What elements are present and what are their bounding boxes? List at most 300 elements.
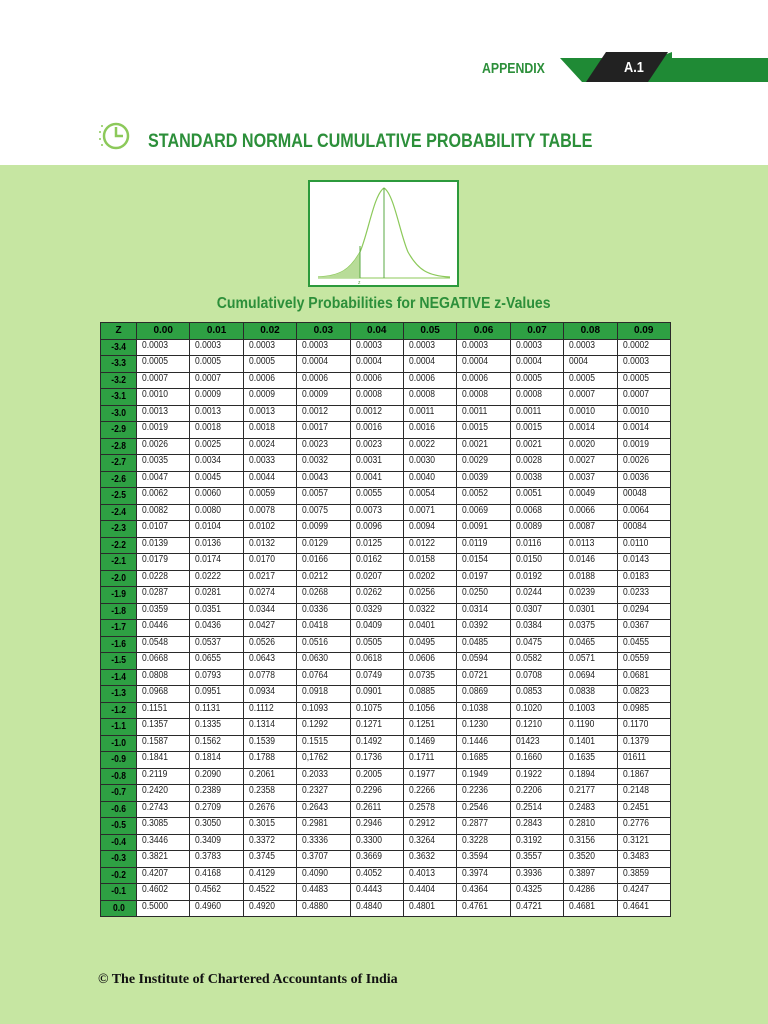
probability-cell: 0.0078 — [243, 504, 296, 521]
z-value-cell: -1.0 — [101, 735, 137, 752]
probability-cell: 0.0630 — [297, 653, 350, 670]
probability-cell: 0.1587 — [137, 735, 190, 752]
probability-cell: 0.1230 — [457, 719, 510, 736]
probability-cell: 0.0132 — [243, 537, 296, 554]
probability-cell: 0.4129 — [243, 867, 296, 884]
probability-cell: 0.0110 — [617, 537, 670, 554]
z-value-cell: -2.1 — [101, 554, 137, 571]
probability-cell: 0.0146 — [564, 554, 617, 571]
probability-cell: 0.0188 — [564, 570, 617, 587]
probability-cell: 0.2743 — [137, 801, 190, 818]
probability-cell: 0.0901 — [350, 686, 403, 703]
probability-cell: 0.0052 — [457, 488, 510, 505]
probability-cell: 0.0068 — [510, 504, 563, 521]
probability-cell: 0.0475 — [510, 636, 563, 653]
appendix-tab-icon — [560, 52, 768, 82]
probability-cell: 0.2266 — [403, 785, 456, 802]
probability-cell: 0.0375 — [564, 620, 617, 637]
probability-cell: 0.1003 — [564, 702, 617, 719]
probability-cell: 0.1292 — [297, 719, 350, 736]
probability-cell: 0.1469 — [403, 735, 456, 752]
probability-cell: 0.0281 — [190, 587, 243, 604]
probability-cell: 0.1379 — [617, 735, 670, 752]
probability-cell: 0.0314 — [457, 603, 510, 620]
probability-cell: 0.4840 — [350, 900, 403, 917]
table-row — [101, 603, 671, 620]
probability-cell: 0.0307 — [510, 603, 563, 620]
probability-cell: 0.1251 — [403, 719, 456, 736]
probability-cell: 0.1736 — [350, 752, 403, 769]
probability-cell: 0.0139 — [137, 537, 190, 554]
probability-cell: 0.0064 — [617, 504, 670, 521]
probability-cell: 0.0059 — [243, 488, 296, 505]
probability-cell: 0.0022 — [403, 438, 456, 455]
probability-cell: 0.0116 — [510, 537, 563, 554]
probability-cell: 0.1922 — [510, 768, 563, 785]
probability-cell: 0.3050 — [190, 818, 243, 835]
probability-cell: 0.0192 — [510, 570, 563, 587]
z-value-cell: 0.0 — [101, 900, 137, 917]
probability-cell: 0.0003 — [243, 339, 296, 356]
probability-cell: 0.4286 — [564, 884, 617, 901]
probability-cell: 0.0038 — [510, 471, 563, 488]
table-row — [101, 719, 671, 736]
z-value-cell: -3.0 — [101, 405, 137, 422]
probability-cell: 0.0256 — [403, 587, 456, 604]
probability-cell: 0.0026 — [137, 438, 190, 455]
probability-cell: 0.0008 — [510, 389, 563, 406]
probability-cell: 0.2061 — [243, 768, 296, 785]
table-row — [101, 669, 671, 686]
probability-cell: 0.4168 — [190, 867, 243, 884]
table-row — [101, 735, 671, 752]
probability-cell: 0.1075 — [350, 702, 403, 719]
probability-cell: 0.0010 — [617, 405, 670, 422]
probability-cell: 0.0004 — [457, 356, 510, 373]
probability-cell: 0.0010 — [564, 405, 617, 422]
table-row — [101, 422, 671, 439]
z-value-cell: -2.8 — [101, 438, 137, 455]
probability-cell: 0.0250 — [457, 587, 510, 604]
probability-cell: 0.0606 — [403, 653, 456, 670]
column-header: 0.04 — [350, 323, 403, 340]
probability-cell: 0.0005 — [190, 356, 243, 373]
probability-cell: 0.0968 — [137, 686, 190, 703]
z-value-cell: -2.4 — [101, 504, 137, 521]
probability-cell: 0.1685 — [457, 752, 510, 769]
probability-cell: 01611 — [617, 752, 670, 769]
probability-cell: 0.4090 — [297, 867, 350, 884]
probability-cell: 0.0003 — [297, 339, 350, 356]
probability-cell: 0.3520 — [564, 851, 617, 868]
table-row — [101, 653, 671, 670]
probability-cell: 0.0013 — [137, 405, 190, 422]
probability-cell: 0.1562 — [190, 735, 243, 752]
probability-cell: 0.1170 — [617, 719, 670, 736]
probability-cell: 0.2776 — [617, 818, 670, 835]
probability-cell: 0.2912 — [403, 818, 456, 835]
probability-cell: 0.0004 — [510, 356, 563, 373]
probability-cell: 0.3372 — [243, 834, 296, 851]
probability-cell: 0.0322 — [403, 603, 456, 620]
probability-cell: 0.1635 — [564, 752, 617, 769]
probability-cell: 0.2033 — [297, 768, 350, 785]
probability-cell: 0.3015 — [243, 818, 296, 835]
probability-cell: 0.3264 — [403, 834, 456, 851]
probability-cell: 0.2676 — [243, 801, 296, 818]
probability-cell: 0.0089 — [510, 521, 563, 538]
probability-cell: 0.2206 — [510, 785, 563, 802]
probability-cell: 0.0668 — [137, 653, 190, 670]
probability-cell: 0.0006 — [350, 372, 403, 389]
probability-cell: 0.2810 — [564, 818, 617, 835]
probability-cell: 0.4247 — [617, 884, 670, 901]
probability-cell: 0.0003 — [137, 339, 190, 356]
probability-cell: 0.0125 — [350, 537, 403, 554]
z-value-cell: -0.7 — [101, 785, 137, 802]
probability-cell: 0.0708 — [510, 669, 563, 686]
probability-cell: 0.1711 — [403, 752, 456, 769]
table-title: Cumulatively Probabilities for NEGATIVE z-Values — [217, 295, 551, 312]
probability-cell: 0.3632 — [403, 851, 456, 868]
probability-cell: 0.0174 — [190, 554, 243, 571]
probability-cell: 0.3156 — [564, 834, 617, 851]
probability-cell: 0.0212 — [297, 570, 350, 587]
probability-cell: 0.0027 — [564, 455, 617, 472]
probability-cell: 0.2296 — [350, 785, 403, 802]
probability-cell: 0.0011 — [457, 405, 510, 422]
probability-cell: 0.0793 — [190, 669, 243, 686]
z-marker: z — [358, 280, 361, 285]
probability-cell: 0.0643 — [243, 653, 296, 670]
table-row — [101, 356, 671, 373]
probability-cell: 0.0044 — [243, 471, 296, 488]
table-row — [101, 851, 671, 868]
probability-cell: 0,1762 — [297, 752, 350, 769]
probability-cell: 0.0384 — [510, 620, 563, 637]
probability-cell: 0.0080 — [190, 504, 243, 521]
probability-cell: 0.4801 — [403, 900, 456, 917]
probability-cell: 0.0113 — [564, 537, 617, 554]
probability-cell: 0.0003 — [350, 339, 403, 356]
probability-cell: 0.0082 — [137, 504, 190, 521]
probability-cell: 0.0735 — [403, 669, 456, 686]
probability-cell: 0.4013 — [403, 867, 456, 884]
probability-cell: 0.2358 — [243, 785, 296, 802]
probability-cell: 0.0526 — [243, 636, 296, 653]
z-value-cell: -3.3 — [101, 356, 137, 373]
table-row — [101, 587, 671, 604]
probability-cell: 0.1492 — [350, 735, 403, 752]
probability-cell: 0.0012 — [297, 405, 350, 422]
probability-cell: 0.0721 — [457, 669, 510, 686]
probability-cell: 0.0039 — [457, 471, 510, 488]
z-value-cell: -1.8 — [101, 603, 137, 620]
probability-cell: 0.0559 — [617, 653, 670, 670]
normal-distribution-curve-icon — [308, 180, 459, 287]
probability-cell: 0.0262 — [350, 587, 403, 604]
probability-cell: 0.0233 — [617, 587, 670, 604]
probability-cell: 0.0016 — [403, 422, 456, 439]
table-row — [101, 636, 671, 653]
z-value-cell: -0.3 — [101, 851, 137, 868]
probability-cell: 0.0003 — [564, 339, 617, 356]
probability-cell: 0.0119 — [457, 537, 510, 554]
probability-cell: 0.0007 — [137, 372, 190, 389]
probability-cell: 0.3409 — [190, 834, 243, 851]
probability-cell: 0.3483 — [617, 851, 670, 868]
probability-cell: 0.0154 — [457, 554, 510, 571]
probability-cell: 0.0012 — [350, 405, 403, 422]
probability-cell: 0.0359 — [137, 603, 190, 620]
probability-cell: 0.0005 — [564, 372, 617, 389]
probability-cell: 0.3446 — [137, 834, 190, 851]
probability-cell: 0.0004 — [297, 356, 350, 373]
probability-cell: 0.0003 — [617, 356, 670, 373]
probability-cell: 0.0020 — [564, 438, 617, 455]
probability-cell: 0.0401 — [403, 620, 456, 637]
column-header: 0.03 — [297, 323, 350, 340]
probability-cell: 0.1660 — [510, 752, 563, 769]
column-header: 0.09 — [617, 323, 670, 340]
probability-cell: 0.1038 — [457, 702, 510, 719]
probability-cell: 0.0505 — [350, 636, 403, 653]
probability-cell: 0.4443 — [350, 884, 403, 901]
z-value-cell: -2.2 — [101, 537, 137, 554]
probability-cell: 0.2981 — [297, 818, 350, 835]
probability-cell: 0.0301 — [564, 603, 617, 620]
probability-cell: 0.0040 — [403, 471, 456, 488]
probability-cell: 0.4641 — [617, 900, 670, 917]
probability-cell: 0.1357 — [137, 719, 190, 736]
probability-cell: 0.0537 — [190, 636, 243, 653]
probability-cell: 0.0030 — [403, 455, 456, 472]
z-value-cell: -0.8 — [101, 768, 137, 785]
z-value-cell: -0.4 — [101, 834, 137, 851]
probability-cell: 0.0006 — [403, 372, 456, 389]
probability-cell: 0.0485 — [457, 636, 510, 653]
z-value-cell: -1.6 — [101, 636, 137, 653]
probability-cell: 0.3897 — [564, 867, 617, 884]
table-row — [101, 768, 671, 785]
clock-icon — [98, 118, 134, 154]
probability-cell: 0.0013 — [190, 405, 243, 422]
probability-cell: 0.0222 — [190, 570, 243, 587]
probability-cell: 0.0011 — [510, 405, 563, 422]
z-value-cell: -1.9 — [101, 587, 137, 604]
probability-cell: 0.0007 — [617, 389, 670, 406]
probability-cell: 0.0009 — [190, 389, 243, 406]
probability-cell: 0.1271 — [350, 719, 403, 736]
probability-cell: 0.0655 — [190, 653, 243, 670]
probability-cell: 0.3300 — [350, 834, 403, 851]
table-row — [101, 438, 671, 455]
column-header: 0.01 — [190, 323, 243, 340]
table-row — [101, 620, 671, 637]
probability-cell: 0.0150 — [510, 554, 563, 571]
probability-cell: 0.0268 — [297, 587, 350, 604]
probability-cell: 0.0838 — [564, 686, 617, 703]
probability-cell: 0.3783 — [190, 851, 243, 868]
probability-cell: 0.1841 — [137, 752, 190, 769]
probability-cell: 0.2877 — [457, 818, 510, 835]
probability-cell: 0.0099 — [297, 521, 350, 538]
z-value-cell: -0.9 — [101, 752, 137, 769]
table-row — [101, 488, 671, 505]
table-row — [101, 785, 671, 802]
probability-cell: 0.0017 — [297, 422, 350, 439]
probability-cell: 0.4207 — [137, 867, 190, 884]
probability-cell: 0.0008 — [457, 389, 510, 406]
probability-cell: 0.0294 — [617, 603, 670, 620]
probability-cell: 0.0336 — [297, 603, 350, 620]
probability-cell: 0.0918 — [297, 686, 350, 703]
z-value-cell: -1.2 — [101, 702, 137, 719]
probability-cell: 0.0037 — [564, 471, 617, 488]
table-row — [101, 471, 671, 488]
probability-cell: 0.0003 — [403, 339, 456, 356]
table-row — [101, 686, 671, 703]
probability-cell: 0.3192 — [510, 834, 563, 851]
probability-cell: 0.0344 — [243, 603, 296, 620]
probability-cell: 0.0069 — [457, 504, 510, 521]
probability-cell: 0.2420 — [137, 785, 190, 802]
z-value-cell: -2.0 — [101, 570, 137, 587]
probability-cell: 0.3821 — [137, 851, 190, 868]
table-row — [101, 504, 671, 521]
probability-cell: 0.1093 — [297, 702, 350, 719]
probability-cell: 0.3336 — [297, 834, 350, 851]
probability-cell: 0.0036 — [617, 471, 670, 488]
probability-cell: 0.0162 — [350, 554, 403, 571]
z-value-cell: -2.3 — [101, 521, 137, 538]
probability-cell: 01423 — [510, 735, 563, 752]
copyright-footer: © The Institute of Chartered Accountants of India — [98, 972, 398, 987]
table-row — [101, 405, 671, 422]
probability-cell: 0.0329 — [350, 603, 403, 620]
probability-cell: 0.1788 — [243, 752, 296, 769]
probability-cell: 0.0011 — [403, 405, 456, 422]
probability-cell: 0.4880 — [297, 900, 350, 917]
probability-cell: 0.0034 — [190, 455, 243, 472]
probability-cell: 0.1401 — [564, 735, 617, 752]
probability-cell: 0.0002 — [617, 339, 670, 356]
probability-cell: 0.4602 — [137, 884, 190, 901]
probability-cell: 0.0014 — [564, 422, 617, 439]
probability-cell: 0.0073 — [350, 504, 403, 521]
probability-cell: 0.4483 — [297, 884, 350, 901]
probability-cell: 0.3669 — [350, 851, 403, 868]
probability-cell: 0.0008 — [350, 389, 403, 406]
probability-cell: 0.0004 — [350, 356, 403, 373]
probability-cell: 0.0183 — [617, 570, 670, 587]
probability-cell: 0.0571 — [564, 653, 617, 670]
column-header: 0.07 — [510, 323, 563, 340]
probability-cell: 0.2483 — [564, 801, 617, 818]
probability-cell: 0.4562 — [190, 884, 243, 901]
probability-cell: 0.0014 — [617, 422, 670, 439]
probability-cell: 0.0009 — [297, 389, 350, 406]
probability-cell: 0.0166 — [297, 554, 350, 571]
probability-cell: 0.1112 — [243, 702, 296, 719]
probability-cell: 0.2843 — [510, 818, 563, 835]
probability-cell: 0.0136 — [190, 537, 243, 554]
probability-cell: 0.3594 — [457, 851, 510, 868]
probability-cell: 0.2643 — [297, 801, 350, 818]
probability-cell: 0.4404 — [403, 884, 456, 901]
probability-cell: 0.0013 — [243, 405, 296, 422]
probability-cell: 0.3974 — [457, 867, 510, 884]
probability-cell: 0.0021 — [510, 438, 563, 455]
probability-cell: 0.2005 — [350, 768, 403, 785]
probability-cell: 0.0869 — [457, 686, 510, 703]
probability-cell: 0.0019 — [617, 438, 670, 455]
probability-cell: 0.2090 — [190, 768, 243, 785]
probability-cell: 0.0025 — [190, 438, 243, 455]
probability-cell: 0.0129 — [297, 537, 350, 554]
probability-cell: 0.0681 — [617, 669, 670, 686]
z-value-cell: -1.3 — [101, 686, 137, 703]
probability-cell: 0.0060 — [190, 488, 243, 505]
probability-cell: 0.3859 — [617, 867, 670, 884]
probability-cell: 0.0409 — [350, 620, 403, 637]
probability-cell: 0.2389 — [190, 785, 243, 802]
probability-cell: 0.2236 — [457, 785, 510, 802]
probability-cell: 0.0495 — [403, 636, 456, 653]
probability-cell: 0.0749 — [350, 669, 403, 686]
probability-cell: 0.1190 — [564, 719, 617, 736]
probability-cell: 0.1949 — [457, 768, 510, 785]
probability-cell: 0.1977 — [403, 768, 456, 785]
probability-cell: 0.0274 — [243, 587, 296, 604]
probability-cell: 0.0007 — [190, 372, 243, 389]
probability-cell: 0.0094 — [403, 521, 456, 538]
probability-cell: 0.0778 — [243, 669, 296, 686]
probability-cell: 0.2546 — [457, 801, 510, 818]
probability-cell: 0.1335 — [190, 719, 243, 736]
probability-cell: 0.0049 — [564, 488, 617, 505]
probability-cell: 0.0005 — [137, 356, 190, 373]
probability-cell: 0.0207 — [350, 570, 403, 587]
probability-cell: 0.0045 — [190, 471, 243, 488]
probability-cell: 0.0009 — [243, 389, 296, 406]
probability-cell: 0.0062 — [137, 488, 190, 505]
appendix-label: APPENDIX — [482, 60, 545, 77]
column-header: 0.06 — [457, 323, 510, 340]
probability-cell: 0.1539 — [243, 735, 296, 752]
probability-cell: 0.3936 — [510, 867, 563, 884]
probability-cell: 0.4681 — [564, 900, 617, 917]
probability-cell: 0.0091 — [457, 521, 510, 538]
probability-cell: 0.0057 — [297, 488, 350, 505]
z-value-cell: -1.4 — [101, 669, 137, 686]
probability-cell: 0.0054 — [403, 488, 456, 505]
table-row — [101, 818, 671, 835]
table-row — [101, 867, 671, 884]
probability-cell: 0.0023 — [350, 438, 403, 455]
table-header-row — [101, 323, 671, 340]
table-row — [101, 537, 671, 554]
probability-cell: 0.0051 — [510, 488, 563, 505]
table-row — [101, 884, 671, 901]
z-value-cell: -0.1 — [101, 884, 137, 901]
probability-cell: 0.0075 — [297, 504, 350, 521]
probability-cell: 0.4920 — [243, 900, 296, 917]
page-title: STANDARD NORMAL CUMULATIVE PROBABILITY TABLE — [148, 131, 593, 152]
probability-cell: 0.1210 — [510, 719, 563, 736]
probability-cell: 0.2709 — [190, 801, 243, 818]
column-header: 0.00 — [137, 323, 190, 340]
